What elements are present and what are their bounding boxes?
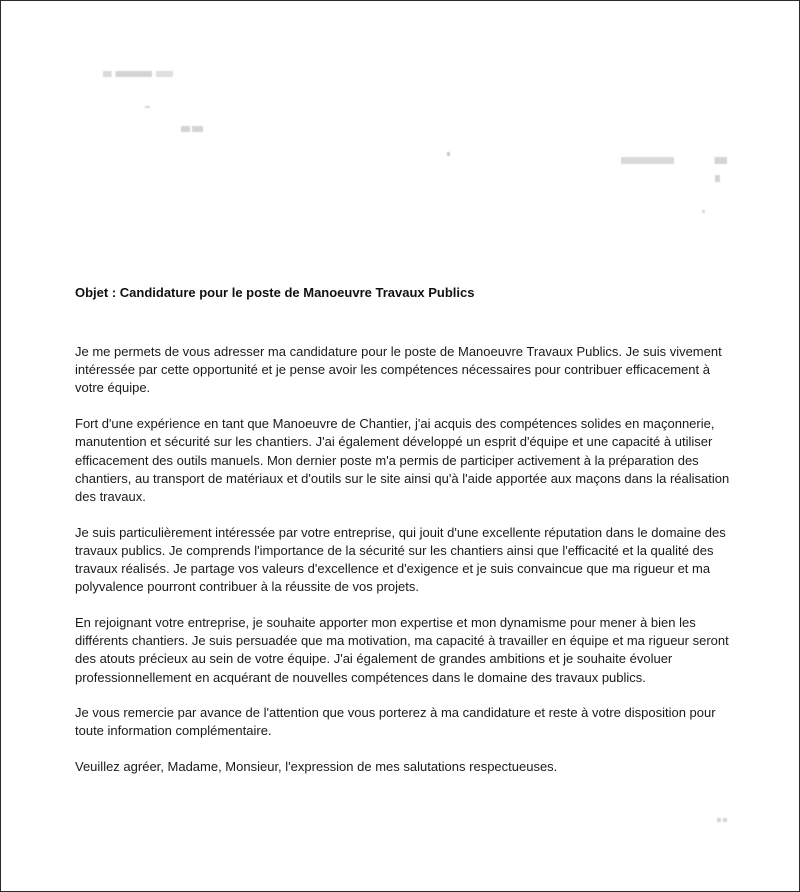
paragraph-motivation: En rejoignant votre entreprise, je souhaite apporter mon expertise et mon dynamisme pour mener à bien les différents chantiers. Je suis persuadée que ma motivation, ma capacité à travailler en équipe et ma rigueur seront des atouts précieux au sein de votre équipe. J'ai également de grandes ambitions et je souhaite évoluer professionnellement en acquérant de nouvelles compétences dans le domaine des travaux publics. <box>75 614 729 685</box>
redacted-sender-line <box>145 106 150 108</box>
redacted-mark <box>447 152 450 156</box>
redacted-sender-email <box>181 126 203 132</box>
redacted-recipient-line-2 <box>715 175 720 182</box>
paragraph-thanks: Je vous remercie par avance de l'attention que vous porterez à ma candidature et reste à votre disposition pour toute information complémentaire. <box>75 705 716 739</box>
paragraph-company-interest: Je suis particulièrement intéressée par votre entreprise, qui jouit d'une excellente réputation dans le domaine des travaux publics. Je comprends l'importance de la sécurité sur les chantiers ainsi que l'efficacité et la qualité des travaux réalisés. Je partage vos valeurs d'excellence et d'exigence et je suis convaincue que ma rigueur et ma polyvalence pourront contribuer à la réussite de vos projets. <box>75 524 726 595</box>
redacted-recipient-line-3 <box>702 210 705 213</box>
paragraph-introduction: Je me permets de vous adresser ma candidature pour le poste de Manoeuvre Travaux Publics. Je suis vivement intéressée par cette opportunité et je pense avoir les compétences nécessaires pour contribuer efficacement à votre équipe. <box>75 344 722 396</box>
letter-subject: Objet : Candidature pour le poste de Manoeuvre Travaux Publics <box>75 285 475 300</box>
redacted-signature-mark <box>717 818 727 822</box>
redacted-recipient-line <box>621 157 727 164</box>
letter-body <box>75 343 735 794</box>
redacted-sender-name <box>103 71 173 77</box>
paragraph-experience: Fort d'une expérience en tant que Manoeuvre de Chantier, j'ai acquis des compétences solides en maçonnerie, manutention et sécurité sur les chantiers. J'ai également développé un esprit d'équipe et une capacité à utiliser efficacement des outils manuels. Mon dernier poste m'a permis de participer activement à la préparation des chantiers, au transport de matériaux et d'outils sur le site ainsi qu'à l'aide apportée aux maçons dans la réalisation des travaux. <box>75 416 730 504</box>
paragraph-closing: Veuillez agréer, Madame, Monsieur, l'expression de mes salutations respectueuses. <box>75 759 558 775</box>
